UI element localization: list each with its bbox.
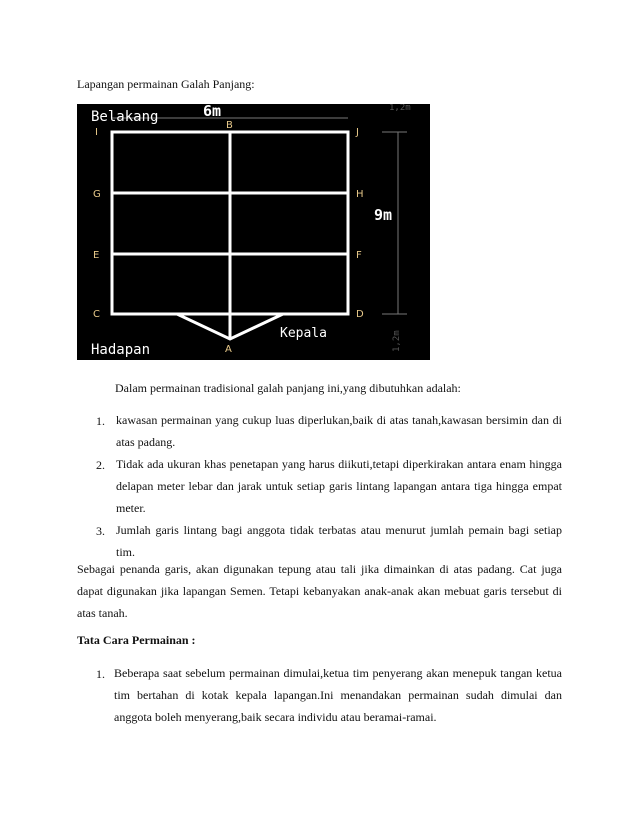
court-diagram bbox=[77, 104, 430, 360]
point-a: A bbox=[225, 344, 232, 355]
list-item-text: Jumlah garis lintang bagi anggota tidak terbatas atau menurut jumlah pemain bagi setiap tim. bbox=[116, 523, 562, 559]
point-h: H bbox=[356, 189, 364, 200]
list-number: 2. bbox=[96, 458, 105, 472]
intro-text: Lapangan permainan Galah Panjang: bbox=[77, 77, 255, 91]
lead-text: Dalam permainan tradisional galah panjang ini,yang dibutuhkan adalah: bbox=[115, 381, 461, 395]
back-label: Belakang bbox=[91, 109, 159, 125]
list-number: 3. bbox=[96, 524, 105, 538]
list-item-text: kawasan permainan yang cukup luas diperlukan,baik di atas tanah,kawasan bersimin dan di atas padang. bbox=[116, 413, 562, 449]
width-label: 6m bbox=[203, 104, 222, 120]
point-g: G bbox=[93, 189, 101, 200]
front-label: Hadapan bbox=[91, 342, 151, 358]
height-label: 9m bbox=[374, 206, 393, 224]
point-c: C bbox=[93, 309, 100, 320]
list-item-text: Beberapa saat sebelum permainan dimulai,ketua tim penyerang akan menepuk tangan ketua tim bertahan di kotak kepala lapangan.Ini menandakan permainan sudah dimulai dan anggota boleh menyerang,baik secara individu atau beramai-ramai. bbox=[114, 666, 562, 724]
top-right-label: 1,2m bbox=[389, 104, 411, 113]
point-b: B bbox=[226, 120, 233, 131]
point-f: F bbox=[356, 250, 362, 261]
bottom-right-label: 1,2m bbox=[392, 330, 402, 352]
head-label: Kepala bbox=[280, 326, 327, 341]
list-number: 1. bbox=[96, 414, 105, 428]
point-j: J bbox=[356, 127, 359, 138]
point-i: I bbox=[95, 127, 98, 138]
list-item-text: Tidak ada ukuran khas penetapan yang harus diikuti,tetapi diperkirakan antara enam hingga delapan meter lebar dan jarak untuk setiap garis lintang lapangan antara tiga hingga empat meter. bbox=[116, 457, 562, 515]
point-d: D bbox=[356, 309, 364, 320]
body-paragraph: Sebagai penanda garis, akan digunakan tepung atau tali jika dimainkan di atas padang. Cat juga dapat digunakan jika lapangan Semen. Tetapi kebanyakan anak-anak akan mebuat garis tersebut di atas tanah. bbox=[77, 562, 562, 620]
section-title: Tata Cara Permainan : bbox=[77, 633, 196, 647]
list-number: 1. bbox=[96, 667, 105, 681]
point-e: E bbox=[93, 250, 100, 261]
